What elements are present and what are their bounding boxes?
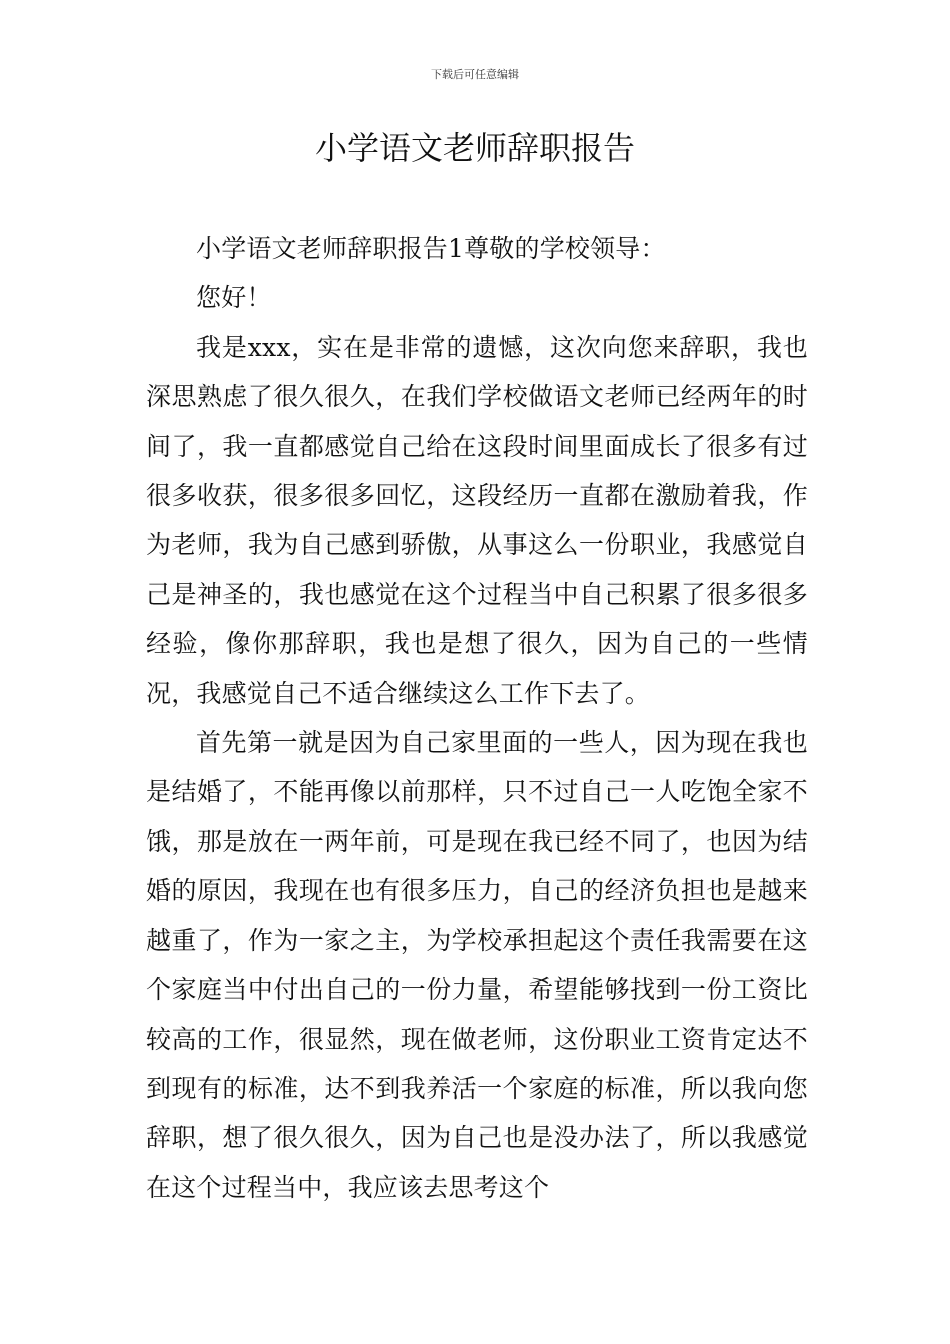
header-note: 下载后可任意编辑	[431, 68, 519, 81]
paragraph-salutation: 小学语文老师辞职报告1尊敬的学校领导：	[196, 234, 666, 263]
document-title: 小学语文老师辞职报告	[314, 129, 635, 167]
document-body	[146, 224, 808, 1212]
paragraph-greeting: 您好！	[196, 283, 272, 313]
paragraph-body-1: 我是xxx，实在是非常的遗憾，这次向您来辞职，我也深思熟虑了很久很久，在我们学校做语文老师已经两年的时间了，我一直都感觉自己给在这段时间里面成长了很多有过很多收获，很多很多回忆，这段经历一直都在激励着我，作为老师，我为自己感到骄傲，从事这么一份职业，我感觉自己是神圣的，我也感觉在这个过程当中自己积累了很多很多经验，像你那辞职，我也是想了很久，因为自己的一些情况，我感觉自己不适合继续这么工作下去了。	[146, 332, 808, 708]
paragraph-body-2: 首先第一就是因为自己家里面的一些人，因为现在我也是结婚了，不能再像以前那样，只不过自己一人吃饱全家不饿，那是放在一两年前，可是现在我已经不同了，也因为结婚的原因，我现在也有很多压力，自己的经济负担也是越来越重了，作为一家之主，为学校承担起这个责任我需要在这个家庭当中付出自己的一份力量，希望能够找到一份工资比较高的工作，很显然，现在做老师，这份职业工资肯定达不到现有的标准，达不到我养活一个家庭的标准，所以我向您辞职，想了很久很久，因为自己也是没办法了，所以我感觉在这个过程当中，我应该去思考这个	[146, 728, 808, 1202]
